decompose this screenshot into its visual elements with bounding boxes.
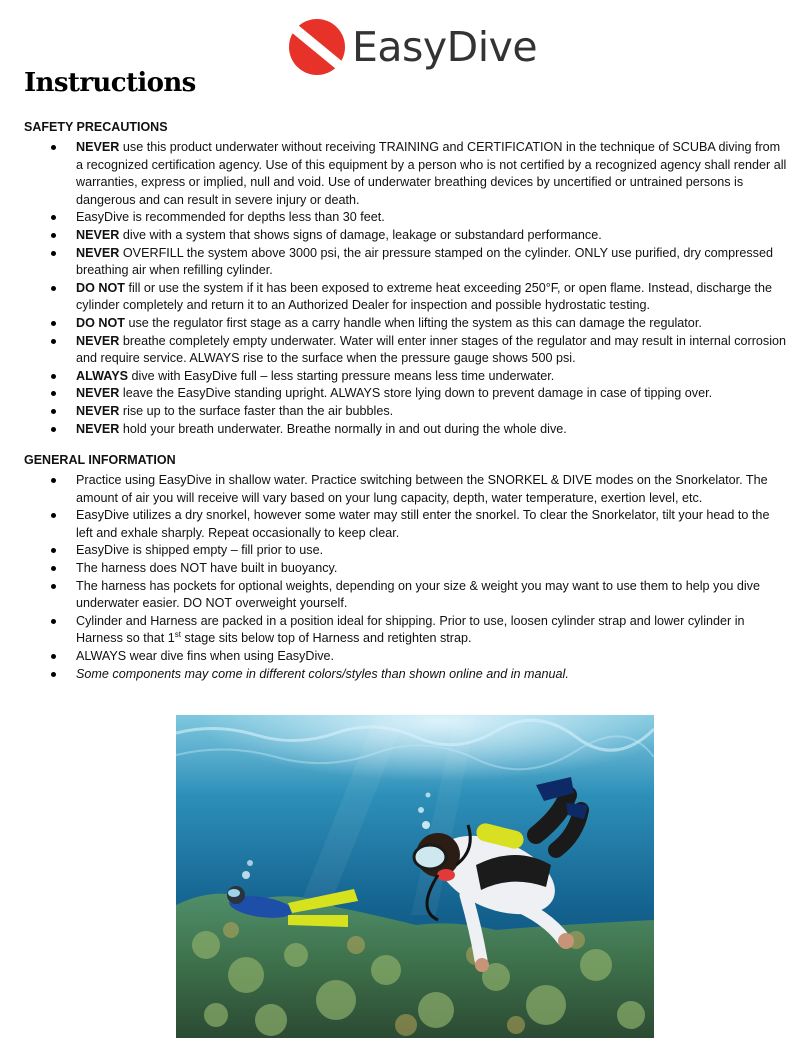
general-heading: GENERAL INFORMATION (24, 453, 176, 467)
logo-wordmark: EasyDive (352, 22, 538, 71)
general-list (24, 472, 788, 683)
page-title: Instructions (24, 68, 196, 98)
safety-item: NEVER rise up to the surface faster than the air bubbles. (24, 403, 788, 421)
safety-precautions-section (24, 119, 788, 438)
general-item: Cylinder and Harness are packed in a position ideal for shipping. Prior to use, loosen cylinder strap and lower cylinder in Harness so that 1st stage sits below top of Harness and retighten strap. (24, 613, 788, 648)
general-item: Practice using EasyDive in shallow water. Practice switching between the SNORKEL & DIVE modes on the Snorkelator. The amount of air you will receive will vary based on your lung capacity, depth, water temperature, exertion level, etc. (24, 472, 788, 507)
safety-heading: SAFETY PRECAUTIONS (24, 120, 168, 134)
safety-item: ALWAYS dive with EasyDive full – less starting pressure means less time underwater. (24, 368, 788, 386)
general-item: Some components may come in different colors/styles than shown online and in manual. (24, 666, 788, 684)
general-information-section (24, 452, 788, 683)
general-item: EasyDive utilizes a dry snorkel, however some water may still enter the snorkel. To clear the Snorkelator, tilt your head to the left and exhale sharply. Repeat occasionally to keep clear. (24, 507, 788, 542)
safety-item: NEVER dive with a system that shows signs of damage, leakage or substandard performance. (24, 227, 788, 245)
easydive-logo-icon (288, 18, 346, 76)
safety-item: NEVER hold your breath underwater. Breathe normally in and out during the whole dive. (24, 421, 788, 439)
general-item: ALWAYS wear dive fins when using EasyDive. (24, 648, 788, 666)
safety-item: NEVER leave the EasyDive standing upright. ALWAYS store lying down to prevent damage in case of tipping over. (24, 385, 788, 403)
general-item: The harness has pockets for optional weights, depending on your size & weight you may want to use them to help you dive underwater easier. DO NOT overweight yourself. (24, 578, 788, 613)
safety-item: NEVER OVERFILL the system above 3000 psi, the air pressure stamped on the cylinder. ONLY use purified, dry compressed breathing air when refilling cylinder. (24, 245, 788, 280)
safety-item: DO NOT fill or use the system if it has been exposed to extreme heat exceeding 250°F, or open flame. Instead, discharge the cylinder completely and return it to an Authorized Dealer for inspection and possible hydrostatic testing. (24, 280, 788, 315)
divers-photo (176, 715, 654, 1038)
brand-logo (288, 16, 537, 78)
safety-list (24, 139, 788, 438)
safety-item: NEVER breathe completely empty underwater. Water will enter inner stages of the regulator and may result in internal corrosion and require service. ALWAYS rise to the surface when the pressure gauge shows 500 psi. (24, 333, 788, 368)
general-item: EasyDive is shipped empty – fill prior to use. (24, 542, 788, 560)
safety-item: DO NOT use the regulator first stage as a carry handle when lifting the system as this can damage the regulator. (24, 315, 788, 333)
safety-item: EasyDive is recommended for depths less than 30 feet. (24, 209, 788, 227)
safety-item: NEVER use this product underwater without receiving TRAINING and CERTIFICATION in the technique of SCUBA diving from a recognized certification agency. Use of this equipment by a person who is not certified by a recognized agency shall render all warranties, express or implied, null and void. Use of underwater breathing devices by uncertified or untrained persons is dangerous and can result in severe injury or death. (24, 139, 788, 209)
underwater-divers-illustration (176, 715, 654, 1038)
general-item: The harness does NOT have built in buoyancy. (24, 560, 788, 578)
